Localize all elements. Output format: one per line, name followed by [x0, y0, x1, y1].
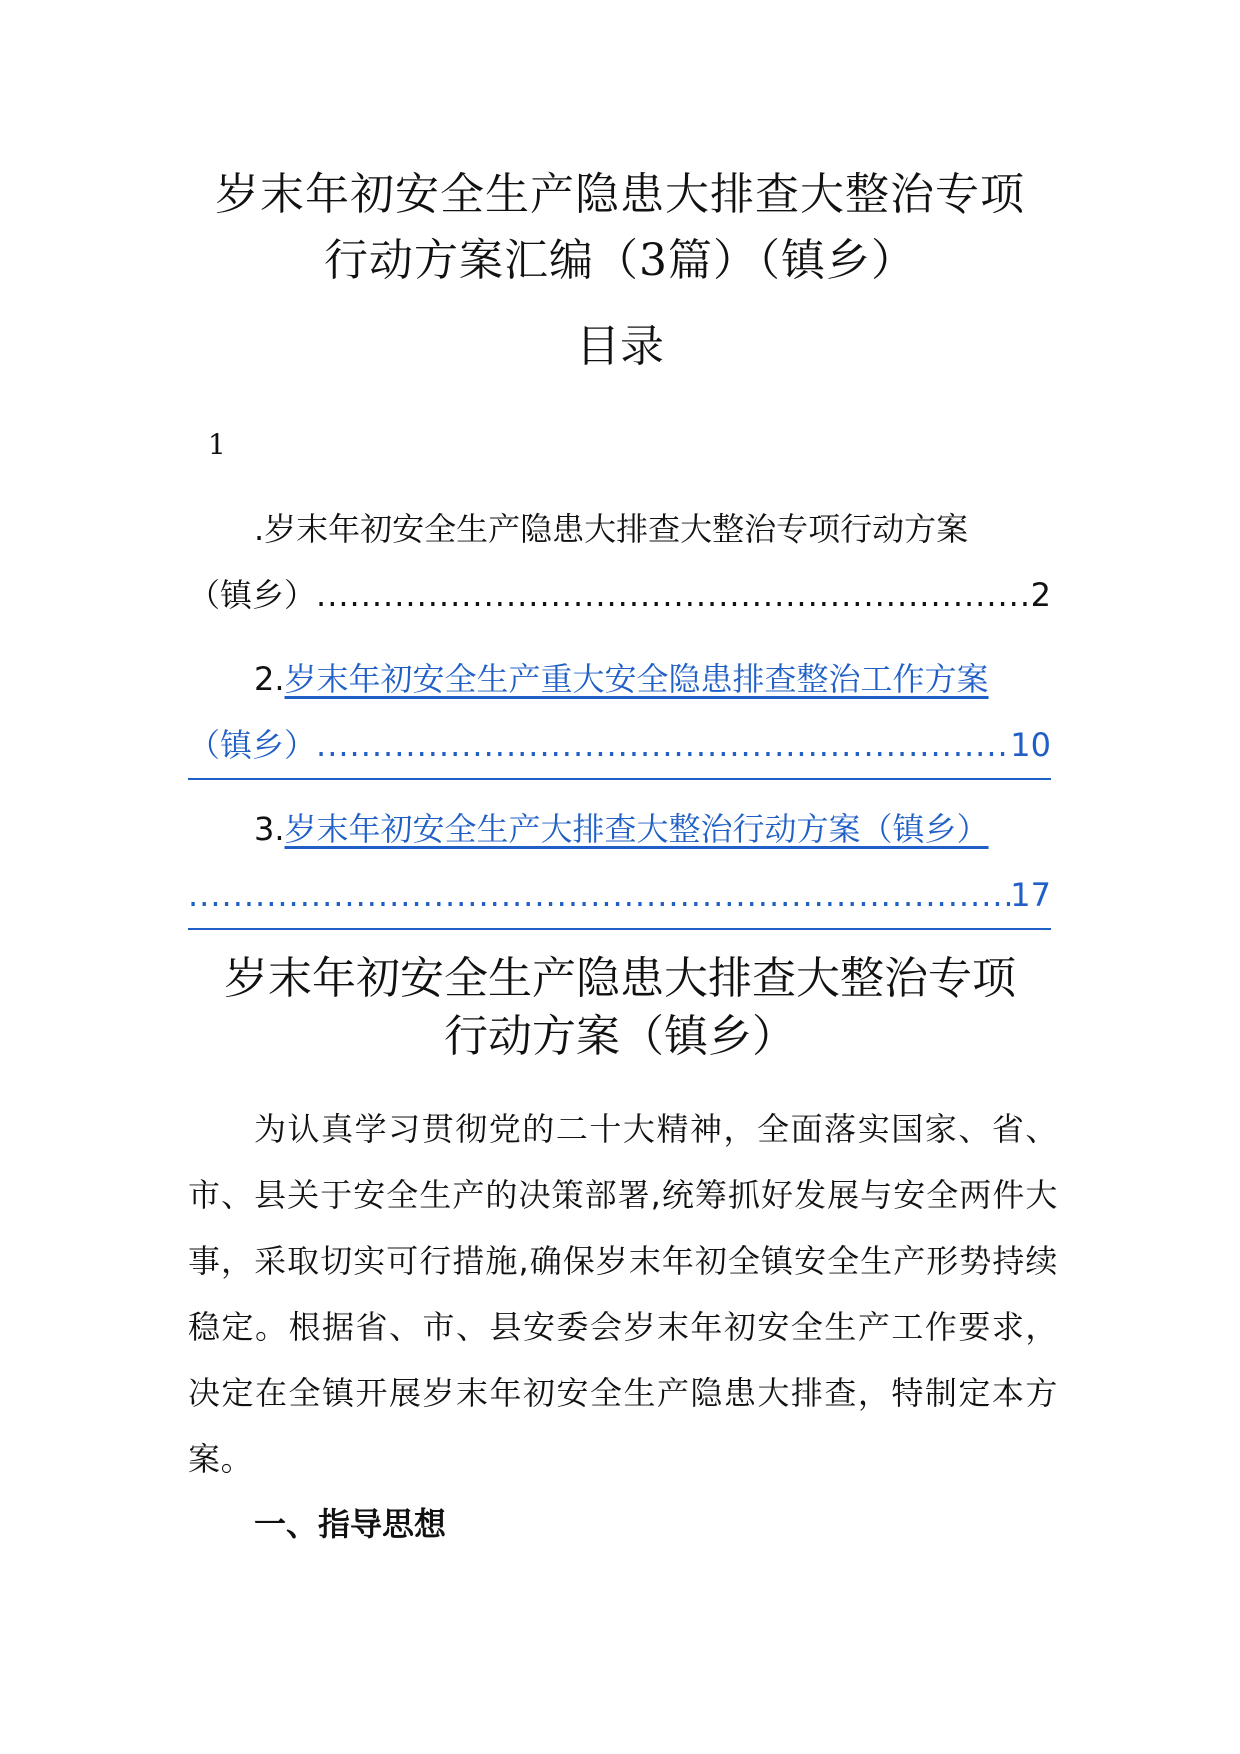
document-title-line1: 岁末年初安全生产隐患大排查大整治专项 — [215, 169, 1025, 220]
toc-heading: 目录 — [576, 321, 664, 372]
title-line2-text-b: 篇）（镇乡） — [668, 235, 916, 286]
title-line2-text-a: 行动方案汇编（ — [324, 235, 639, 286]
toc-entry-3[interactable] — [188, 796, 1051, 930]
toc-entry-2-line2[interactable] — [188, 712, 1051, 780]
document-title-line2 — [170, 232, 1070, 290]
toc-entry-2-page: 10 — [1010, 726, 1051, 764]
title-line2-number: 3 — [639, 235, 668, 286]
toc-leader-dots — [316, 562, 1031, 628]
intro-paragraph: 为认真学习贯彻党的二十大精神，全面落实国家、省、市、县关于安全生产的决策部署,统筹抓好发展与安全两件大事，采取切实可行措施,确保岁末年初全镇安全生产形势持续稳定。根据省、市、县安委会岁末年初安全生产工作要求，决定在全镇开展岁末年初安全生产隐患大排查，特制定本方案。 — [188, 1110, 1058, 1478]
toc-marker: 1 — [208, 428, 226, 461]
toc-entry-2-suffix: （镇乡） — [188, 726, 317, 764]
section-heading-guiding-ideology: 一、指导思想 — [254, 1505, 447, 1543]
toc-entry-1[interactable] — [188, 496, 1051, 628]
toc-entry-3-line2[interactable] — [188, 862, 1051, 930]
toc-entry-1-title: .岁末年初安全生产隐患大排查大整治专项行动方案 — [254, 510, 969, 548]
section-title-line1: 岁末年初安全生产隐患大排查大整治专项 — [224, 953, 1016, 1004]
toc-entry-2-prefix: 2. — [254, 660, 285, 698]
toc-entry-2-link[interactable]: 岁末年初安全生产重大安全隐患排查整治工作方案 — [284, 660, 989, 698]
toc-leader-dots — [316, 712, 1010, 778]
toc-entry-3-prefix: 3. — [254, 810, 285, 848]
toc-leader-dots — [188, 862, 1010, 928]
toc-entry-2-line1 — [188, 646, 1051, 712]
toc-entry-3-page: 17 — [1010, 876, 1051, 914]
toc-entry-3-link[interactable]: 岁末年初安全生产大排查大整治行动方案（镇乡） — [284, 810, 989, 848]
section-title-line2: 行动方案（镇乡） — [444, 1011, 796, 1062]
section-title — [170, 950, 1070, 1066]
toc-entry-2[interactable] — [188, 646, 1051, 780]
toc-entry-1-suffix: （镇乡） — [188, 576, 317, 614]
toc-entry-1-line2 — [188, 562, 1051, 628]
toc-entry-3-line1 — [188, 796, 1051, 862]
toc-entry-1-page: 2 — [1030, 576, 1051, 614]
